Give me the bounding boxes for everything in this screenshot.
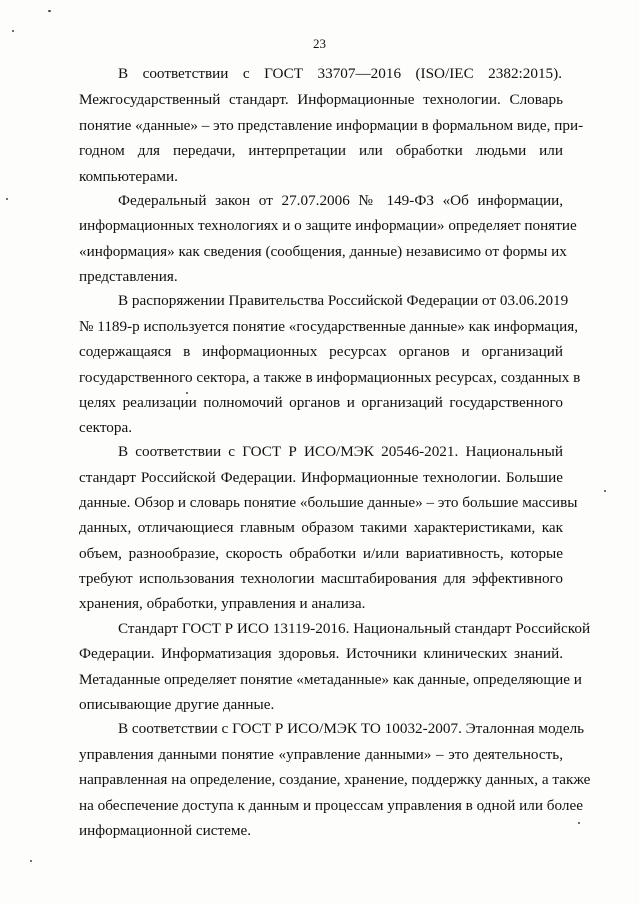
scan-speck: [6, 198, 8, 200]
page-number: 23: [313, 36, 326, 51]
scan-speck: [12, 30, 14, 32]
paragraph-5-line-3: Метаданные определяет понятие «метаданные» как данные, определяющие и: [79, 671, 582, 688]
paragraph-1-line-1: В соответствии с ГОСТ 33707—2016 (ISO/IEC 2382:2015).: [118, 65, 562, 82]
scan-speck: [48, 10, 51, 12]
paragraph-4-line-5: объем, разнообразие, скорость обработки и/или вариативность, которые: [79, 545, 563, 562]
paragraph-4-line-6: требуют использования технологии масштабирования для эффективного: [79, 570, 563, 587]
scan-speck: [30, 860, 32, 862]
paragraph-4-line-1: В соответствии с ГОСТ Р ИСО/МЭК 20546-2021. Национальный: [118, 443, 563, 460]
paragraph-4-line-3: данные. Обзор и словарь понятие «большие данные» – это большие массивы: [79, 494, 578, 511]
paragraph-6-line-3: направленная на определение, создание, хранение, поддержку данных, а также: [79, 771, 591, 788]
paragraph-2-line-2: информационных технологиях и о защите информации» определяет понятие: [79, 217, 577, 234]
scan-speck: [578, 822, 580, 824]
paragraph-5-line-1: Стандарт ГОСТ Р ИСО 13119-2016. Национальный стандарт Российской: [118, 620, 591, 637]
paragraph-5-line-2: Федерации. Информатизация здоровья. Источники клинических знаний.: [79, 645, 563, 662]
paragraph-3-line-6: сектора.: [79, 419, 133, 436]
scan-speck: [604, 490, 606, 492]
paragraph-1-line-3: понятие «данные» – это представление информации в формальном виде, при-: [79, 117, 584, 134]
paragraph-3-line-1: В распоряжении Правительства Российской Федерации от 03.06.2019: [118, 292, 569, 309]
paragraph-6-line-5: информационной системе.: [79, 822, 252, 839]
paragraph-1-line-2: Межгосударственный стандарт. Информационные технологии. Словарь: [79, 91, 563, 108]
paragraph-2-line-4: представления.: [79, 268, 178, 285]
paragraph-4-line-7: хранения, обработки, управления и анализа.: [79, 595, 366, 612]
paragraph-2-line-3: «информация» как сведения (сообщения, данные) независимо от формы их: [79, 243, 567, 260]
paragraph-4-line-4: данных, отличающиеся главным образом такими характеристиками, как: [79, 519, 563, 536]
paragraph-3-line-4: государственного сектора, а также в информационных ресурсах, созданных в: [79, 369, 581, 386]
paragraph-6-line-2: управления данными понятие «управление данными» – это деятельность,: [79, 746, 563, 763]
paragraph-5-line-4: описывающие другие данные.: [79, 696, 275, 713]
paragraph-4-line-2: стандарт Российской Федерации. Информационные технологии. Большие: [79, 469, 563, 486]
scan-speck: [186, 392, 188, 394]
paragraph-2-line-1: Федеральный закон от 27.07.2006 № 149-ФЗ «Об информации,: [118, 192, 563, 209]
paragraph-6-line-1: В соответствии с ГОСТ Р ИСО/МЭК ТО 10032-2007. Эталонная модель: [118, 720, 585, 737]
paragraph-6-line-4: на обеспечение доступа к данным и процессам управления в одной или более: [79, 797, 583, 814]
paragraph-1-line-4: годном для передачи, интерпретации или обработки людьми или: [79, 142, 563, 159]
paragraph-3-line-5: целях реализации полномочий органов и организаций государственного: [79, 394, 563, 411]
paragraph-3-line-2: № 1189-р используется понятие «государственные данные» как информация,: [79, 318, 579, 335]
paragraph-1-line-5: компьютерами.: [79, 168, 178, 185]
paragraph-3-line-3: содержащаяся в информационных ресурсах органов и организаций: [79, 343, 563, 360]
